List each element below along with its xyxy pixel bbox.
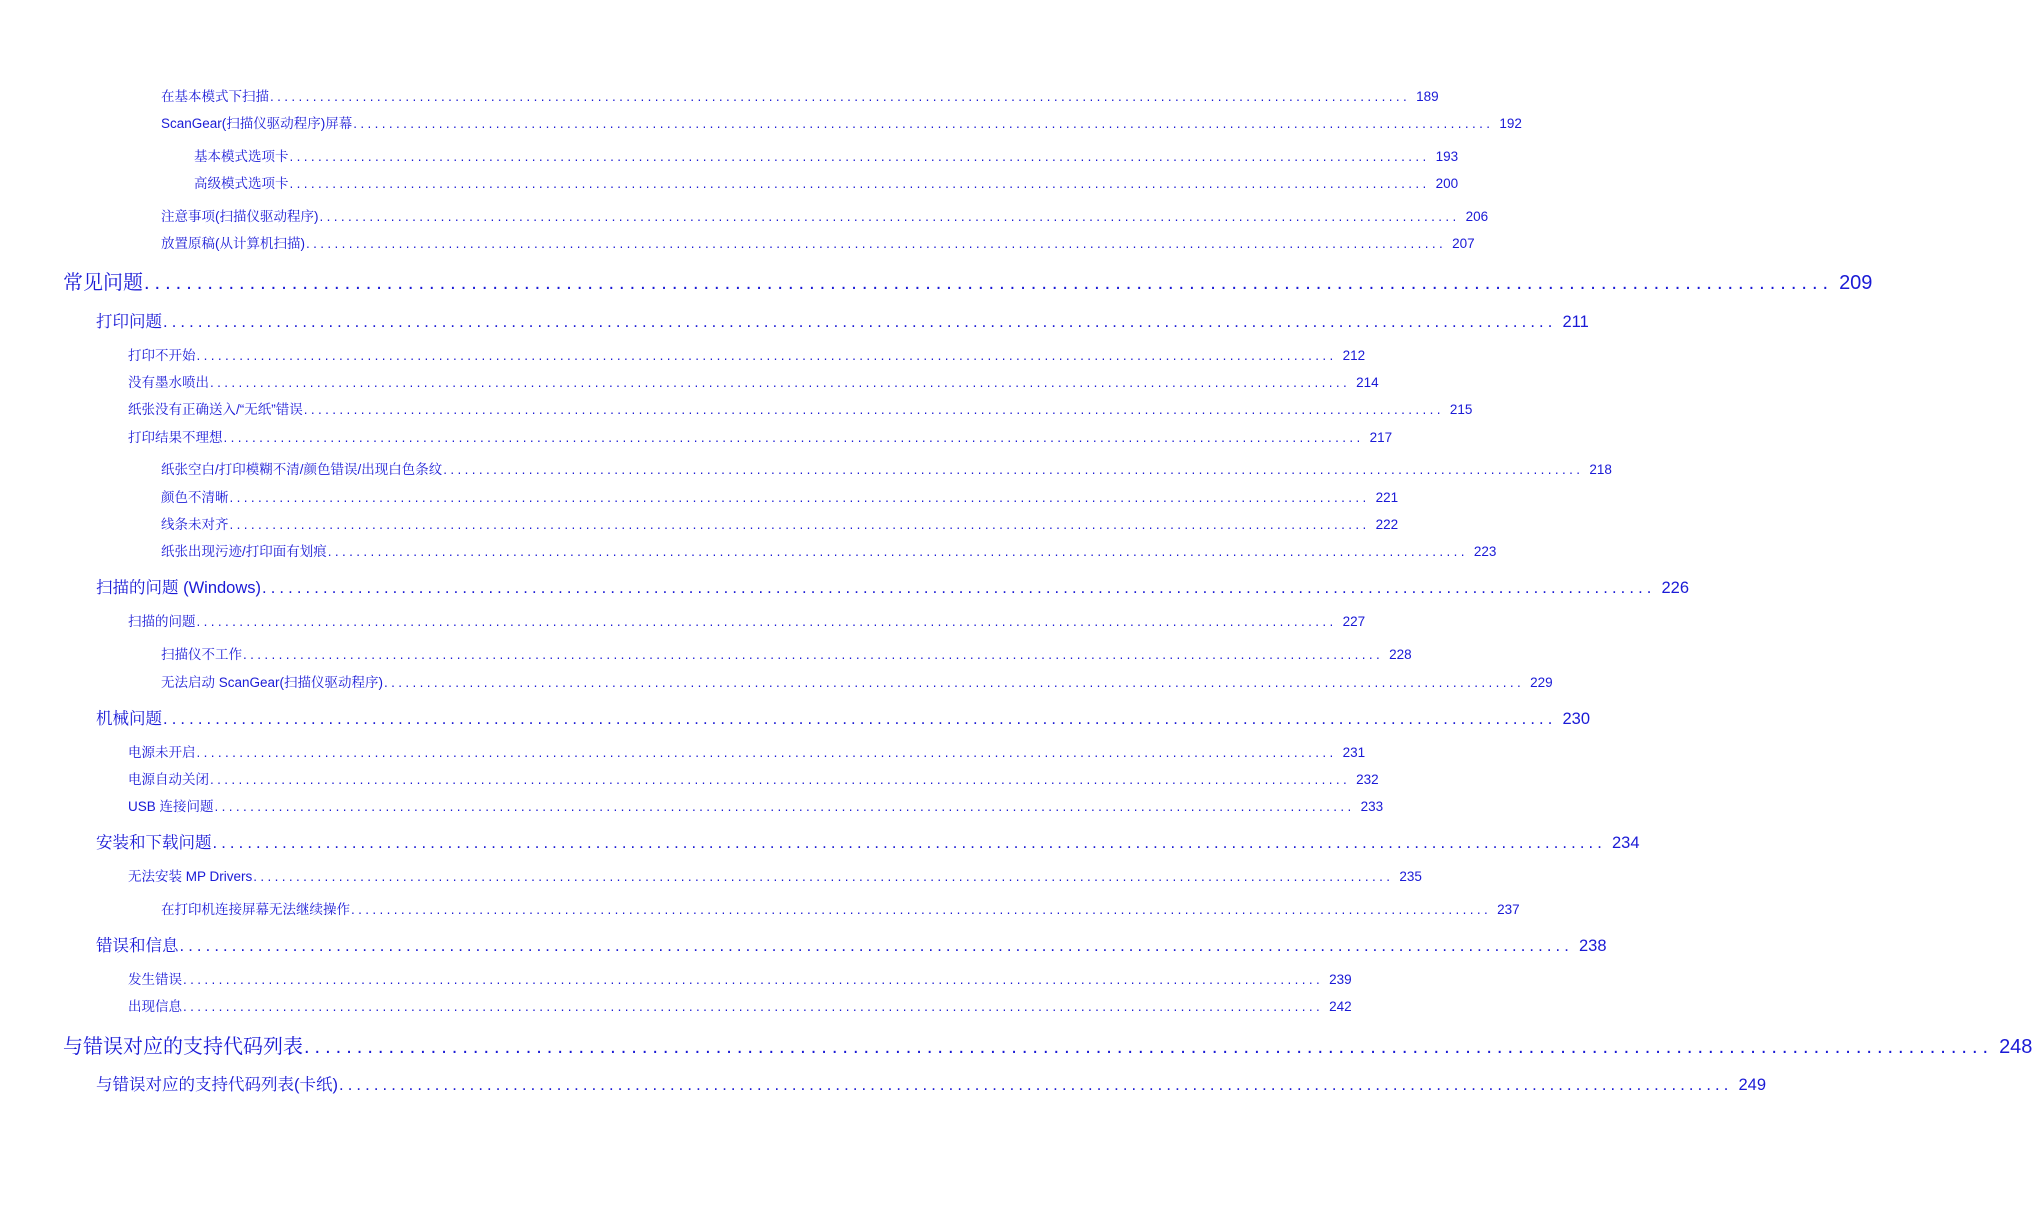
dot-leader: ................................................................................................................................................................: [303, 402, 1444, 417]
toc-entry-page: 230: [1562, 710, 1591, 728]
toc-entry-page: 229: [1530, 675, 1553, 690]
toc-entry-title: 扫描仪不工作: [161, 647, 242, 662]
dot-leader: ................................................................................................................................................................: [214, 799, 1355, 814]
dot-leader: ................................................................................................................................................................: [384, 675, 1525, 690]
toc-entry-page: 193: [1435, 149, 1459, 164]
toc-entry-title: 扫描的问题 (Windows): [96, 579, 262, 597]
toc-entry[interactable]: [128, 795, 1384, 815]
toc-entry-page: 192: [1499, 116, 1522, 131]
toc-entry-title: 高级模式选项卡: [194, 176, 289, 191]
toc-entry-title: 发生错误: [128, 972, 182, 987]
toc-entry-title: 打印问题: [96, 313, 162, 331]
dot-leader: ................................................................................................................................................................: [243, 647, 1384, 662]
toc-entry[interactable]: [161, 85, 1439, 105]
dot-leader: ................................................................................................................................................................: [353, 116, 1494, 131]
toc-entry-title: 无法启动 ScanGear(扫描仪驱动程序): [161, 675, 384, 690]
toc-entry[interactable]: [128, 426, 1393, 446]
toc-entry-page: 234: [1611, 834, 1640, 852]
toc-entry-page: 209: [1839, 272, 1873, 294]
toc-entry-page: 248: [1999, 1036, 2032, 1058]
dot-leader: ................................................................................................................................................................: [196, 614, 1337, 629]
dot-leader: ................................................................................................................................................................: [210, 375, 1351, 390]
toc-entry[interactable]: [128, 865, 1422, 885]
toc-entry-page: 223: [1473, 544, 1497, 559]
toc-entry[interactable]: [128, 768, 1379, 788]
toc-entry-page: 217: [1369, 430, 1393, 445]
toc-entry[interactable]: [161, 205, 1489, 225]
toc-entry-title: 机械问题: [96, 710, 162, 728]
toc-entry-title: 错误和信息: [96, 937, 179, 955]
toc-entry-page: 227: [1342, 614, 1366, 629]
toc-entry-title: 电源自动关闭: [128, 772, 209, 787]
toc-entry-title: 电源未开启: [128, 745, 196, 760]
dot-leader: ................................................................................................................................................................: [304, 1036, 1994, 1058]
toc-entry[interactable]: [161, 643, 1412, 663]
toc-entry[interactable]: [128, 371, 1379, 391]
dot-leader: ................................................................................................................................................................: [183, 999, 1324, 1014]
toc-entry[interactable]: [128, 398, 1473, 418]
dot-leader: ................................................................................................................................................................: [183, 972, 1324, 987]
toc-entry-title: 颜色不清晰: [161, 490, 229, 505]
dot-leader: ................................................................................................................................................................: [319, 209, 1460, 224]
toc-entry-page: 189: [1416, 89, 1439, 104]
toc-section[interactable]: [96, 308, 1589, 332]
toc-entry-page: 211: [1562, 313, 1589, 331]
toc-entry-title: 在基本模式下扫描: [161, 89, 269, 104]
toc-entry[interactable]: [161, 112, 1522, 132]
toc-chapter[interactable]: [63, 266, 1873, 295]
toc-entry-page: 221: [1375, 490, 1399, 505]
toc-section[interactable]: [96, 1071, 1767, 1095]
toc-entry-title: 常见问题: [63, 272, 143, 294]
toc-entry-page: 238: [1578, 937, 1607, 955]
toc-entry-page: 237: [1497, 902, 1520, 917]
dot-leader: ................................................................................................................................................................: [163, 710, 1557, 728]
toc-entry-title: 安装和下载问题: [96, 834, 212, 852]
toc-section[interactable]: [96, 829, 1640, 853]
toc-entry[interactable]: [128, 344, 1366, 364]
toc-entry[interactable]: [128, 741, 1366, 761]
toc-entry-title: 线条未对齐: [161, 517, 229, 532]
toc-entry-page: 239: [1329, 972, 1352, 987]
toc-entry-title: 纸张没有正确送入/“无纸”错误: [128, 402, 303, 417]
toc-entry-title: 无法安装 MP Drivers: [128, 869, 253, 884]
toc-entry-title: 在打印机连接屏幕无法继续操作: [161, 902, 350, 917]
toc-entry-title: 扫描的问题: [128, 614, 196, 629]
toc-entry[interactable]: [161, 486, 1399, 506]
toc-entry-page: 206: [1465, 209, 1489, 224]
dot-leader: ................................................................................................................................................................: [144, 272, 1834, 294]
toc-entry-title: 与错误对应的支持代码列表: [63, 1036, 303, 1058]
toc-entry-page: 212: [1342, 348, 1366, 363]
toc-entry[interactable]: [161, 898, 1520, 918]
dot-leader: ................................................................................................................................................................: [210, 772, 1351, 787]
toc-entry-page: 235: [1399, 869, 1422, 884]
toc-entry-title: 纸张出现污迹/打印面有划痕: [161, 544, 327, 559]
toc-entry-page: 207: [1452, 236, 1475, 251]
dot-leader: ................................................................................................................................................................: [253, 869, 1394, 884]
dot-leader: ................................................................................................................................................................: [351, 902, 1492, 917]
toc-entry-page: 215: [1449, 402, 1473, 417]
dot-leader: ................................................................................................................................................................: [223, 430, 1364, 445]
toc-entry-page: 222: [1375, 517, 1399, 532]
toc-entry-title: ScanGear(扫描仪驱动程序)屏幕: [161, 116, 353, 131]
toc-entry-page: 214: [1356, 375, 1379, 390]
toc-entry-title: 没有墨水喷出: [128, 375, 209, 390]
dot-leader: ................................................................................................................................................................: [163, 313, 1557, 331]
toc-entry-title: 打印结果不理想: [128, 430, 223, 445]
toc-entry[interactable]: [128, 995, 1352, 1015]
toc-entry[interactable]: [194, 145, 1459, 165]
toc-entry[interactable]: [161, 232, 1475, 252]
toc-entry-title: 基本模式选项卡: [194, 149, 289, 164]
toc-entry[interactable]: [161, 513, 1399, 533]
toc-entry-title: 与错误对应的支持代码列表(卡纸): [96, 1076, 338, 1094]
toc-section[interactable]: [96, 574, 1690, 598]
toc-section[interactable]: [96, 932, 1607, 956]
toc-entry-page: 233: [1360, 799, 1384, 814]
dot-leader: ................................................................................................................................................................: [339, 1076, 1733, 1094]
dot-leader: ................................................................................................................................................................: [196, 348, 1337, 363]
toc-entry-title: 出现信息: [128, 999, 182, 1014]
toc-entry[interactable]: [161, 458, 1612, 478]
toc-entry-page: 226: [1661, 579, 1690, 597]
toc-entry-title: 放置原稿(从计算机扫描): [161, 236, 305, 251]
dot-leader: ................................................................................................................................................................: [306, 236, 1447, 251]
dot-leader: ................................................................................................................................................................: [229, 490, 1370, 505]
toc-entry[interactable]: [161, 540, 1497, 560]
toc-entry[interactable]: [128, 968, 1352, 988]
dot-leader: ................................................................................................................................................................: [289, 149, 1430, 164]
dot-leader: ................................................................................................................................................................: [289, 176, 1430, 191]
dot-leader: ................................................................................................................................................................: [212, 834, 1606, 852]
toc-chapter[interactable]: [63, 1030, 2032, 1059]
dot-leader: ................................................................................................................................................................: [270, 89, 1411, 104]
dot-leader: ................................................................................................................................................................: [229, 517, 1370, 532]
dot-leader: ................................................................................................................................................................: [262, 579, 1656, 597]
toc-entry[interactable]: [128, 610, 1366, 630]
dot-leader: ................................................................................................................................................................: [443, 462, 1584, 477]
toc-section[interactable]: [96, 705, 1591, 729]
toc-entry-page: 232: [1356, 772, 1379, 787]
toc-entry-page: 242: [1329, 999, 1352, 1014]
toc-entry-page: 231: [1342, 745, 1366, 760]
toc-entry[interactable]: [161, 671, 1553, 691]
toc-entry-page: 200: [1435, 176, 1459, 191]
toc-entry-title: USB 连接问题: [128, 799, 214, 814]
toc-entry-title: 注意事项(扫描仪驱动程序): [161, 209, 319, 224]
dot-leader: ................................................................................................................................................................: [327, 544, 1468, 559]
toc-entry-title: 打印不开始: [128, 348, 196, 363]
toc-entry-title: 纸张空白/打印模糊不清/颜色错误/出现白色条纹: [161, 462, 443, 477]
dot-leader: ................................................................................................................................................................: [179, 937, 1573, 955]
toc-entry[interactable]: [194, 172, 1459, 192]
toc-entry-page: 249: [1738, 1076, 1767, 1094]
toc-entry-page: 218: [1589, 462, 1612, 477]
toc-entry-page: 228: [1389, 647, 1412, 662]
dot-leader: ................................................................................................................................................................: [196, 745, 1337, 760]
